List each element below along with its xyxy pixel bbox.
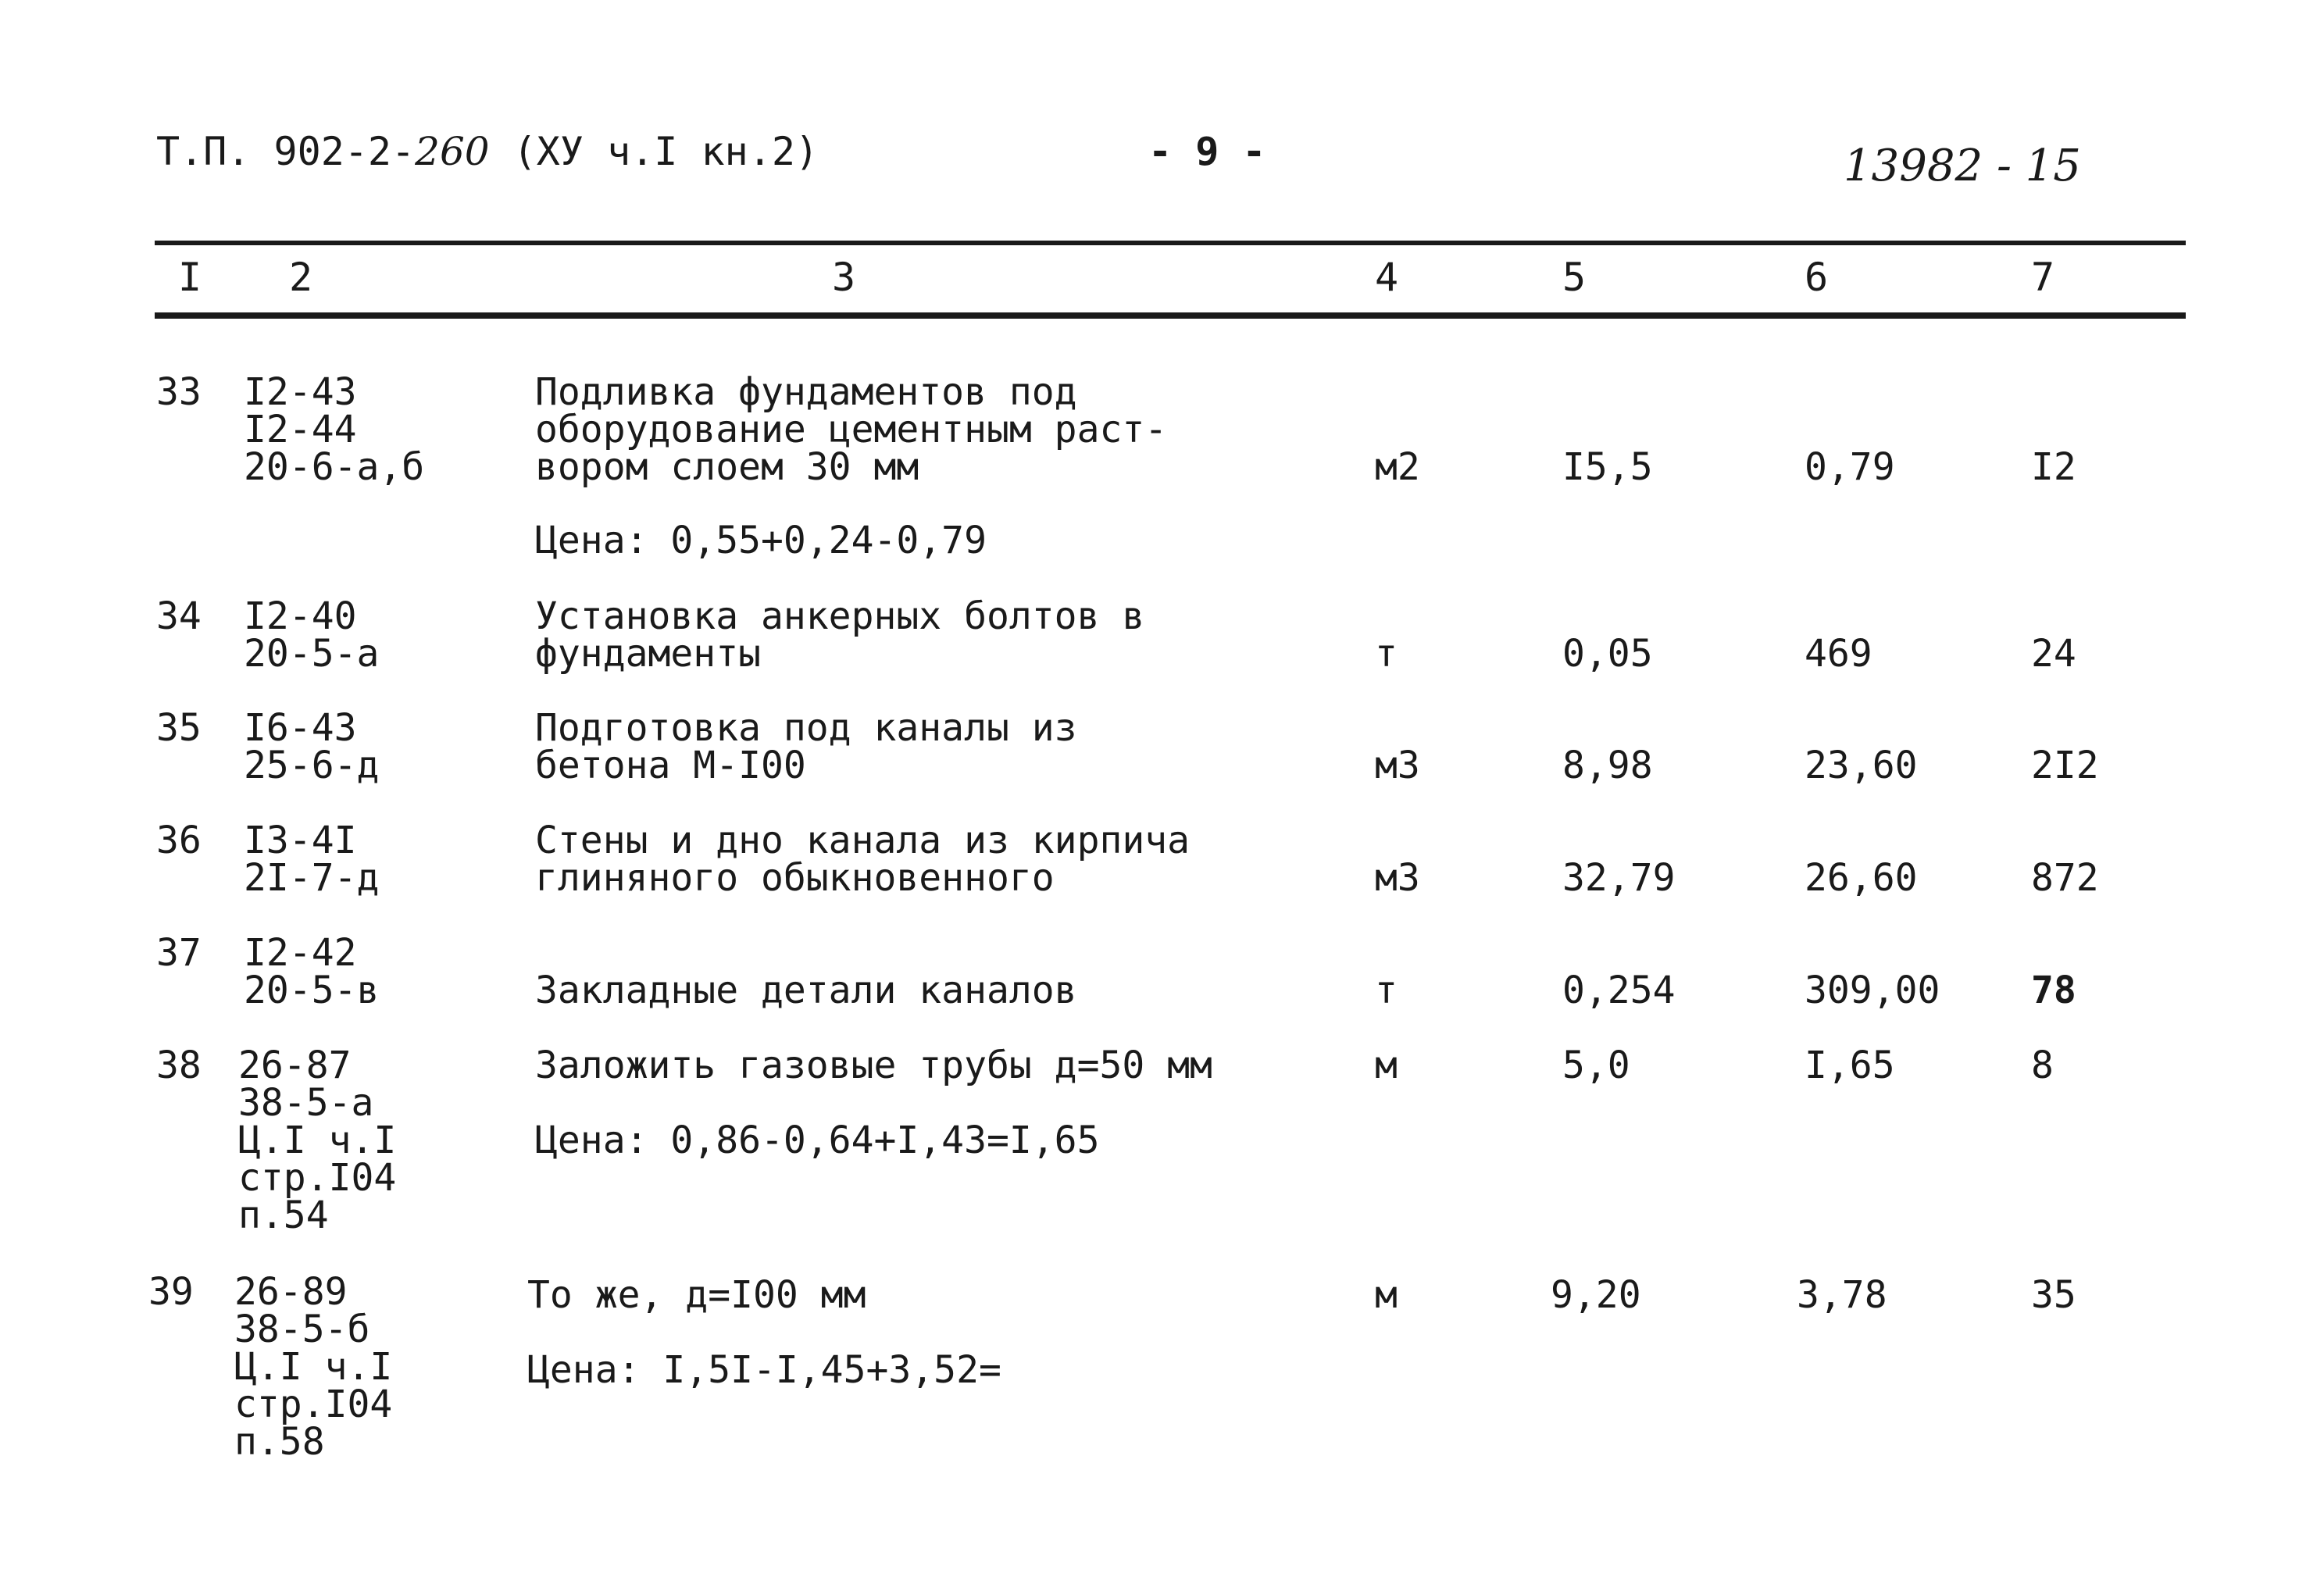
price-note: Цена: I,5I-I,45+3,52= <box>527 1348 1001 1392</box>
row-quantity: 32,79 <box>1562 856 1676 900</box>
code-line: п.58 <box>234 1420 325 1464</box>
row-unit-price: 3,78 <box>1797 1273 1887 1317</box>
row-description <box>535 594 1145 676</box>
row-number: 39 <box>148 1270 194 1314</box>
row-total: 872 <box>2031 856 2099 900</box>
code-line: стр.I04 <box>234 1383 393 1426</box>
row-unit-price: 469 <box>1805 632 1872 676</box>
table-header-bottom-rule <box>155 312 2186 319</box>
row-codes <box>244 706 380 787</box>
row-total: 8 <box>2031 1044 2054 1087</box>
row-unit: т <box>1375 969 1398 1012</box>
code-line: 25-6-д <box>244 744 380 787</box>
col-header-1: I <box>178 255 202 300</box>
code-line: 20-5-а <box>244 632 380 676</box>
row-unit-price: 0,79 <box>1805 445 1895 489</box>
code-line: 26-89 <box>234 1270 348 1314</box>
doc-suffix: (ХУ ч.I кн.2) <box>512 129 819 174</box>
code-line: стр.I04 <box>238 1156 397 1200</box>
row-total: I2 <box>2031 445 2076 489</box>
row-unit: м2 <box>1375 445 1420 489</box>
code-line: I6-43 <box>244 706 357 750</box>
row-number: 35 <box>156 706 202 750</box>
desc-line: глиняного обыкновенного <box>535 856 1055 900</box>
row-number: 38 <box>156 1044 202 1087</box>
row-unit: м <box>1375 1044 1398 1087</box>
code-line: Ц.I ч.I <box>238 1119 397 1162</box>
code-line: 26-87 <box>238 1044 352 1087</box>
row-codes <box>244 931 380 1012</box>
doc-number-handwritten: 260 <box>415 129 490 174</box>
row-quantity: I5,5 <box>1562 445 1653 489</box>
row-quantity: 0,05 <box>1562 632 1653 676</box>
desc-line: вором слоем 30 мм <box>535 445 919 489</box>
row-unit: м <box>1375 1273 1398 1317</box>
desc-line: Подливка фундаментов под <box>535 370 1077 414</box>
row-quantity: 8,98 <box>1562 744 1653 787</box>
row-total: 78 <box>2031 969 2076 1012</box>
row-quantity: 9,20 <box>1551 1273 1641 1317</box>
code-line: 2I-7-д <box>244 856 380 900</box>
row-codes <box>244 594 380 676</box>
archive-code: 13982 - 15 <box>1844 141 2081 191</box>
code-line: п.54 <box>238 1193 329 1237</box>
row-codes <box>238 1044 397 1237</box>
price-note: Цена: 0,86-0,64+I,43=I,65 <box>535 1119 1100 1162</box>
desc-line: оборудование цементным раст- <box>535 408 1168 451</box>
table-top-rule <box>155 241 2186 245</box>
page-number: - 9 - <box>1148 129 1266 174</box>
desc-line: Установка анкерных болтов в <box>535 594 1145 638</box>
col-header-3: 3 <box>832 255 856 300</box>
row-unit: т <box>1375 632 1398 676</box>
row-description: Закладные детали каналов <box>535 969 1077 1012</box>
row-unit: м3 <box>1375 856 1420 900</box>
desc-line: фундаменты <box>535 632 761 676</box>
code-line: Ц.I ч.I <box>234 1345 393 1389</box>
row-number: 33 <box>156 370 202 414</box>
code-line: I2-43 <box>244 370 357 414</box>
row-description <box>535 819 1191 900</box>
desc-line: бетона М-I00 <box>535 744 806 787</box>
row-description <box>535 706 1077 787</box>
row-number: 37 <box>156 931 202 975</box>
row-quantity: 0,254 <box>1562 969 1676 1012</box>
col-header-5: 5 <box>1562 255 1587 300</box>
code-line: I2-44 <box>244 408 357 451</box>
doc-prefix: Т.П. 902-2- <box>156 129 416 174</box>
code-line: I2-42 <box>244 931 357 975</box>
code-line: I3-4I <box>244 819 357 862</box>
row-unit-price: 309,00 <box>1805 969 1940 1012</box>
row-unit-price: 23,60 <box>1805 744 1918 787</box>
code-line: I2-40 <box>244 594 357 638</box>
row-total: 2I2 <box>2031 744 2099 787</box>
row-unit: м3 <box>1375 744 1420 787</box>
row-number: 36 <box>156 819 202 862</box>
row-codes <box>244 819 380 900</box>
col-header-2: 2 <box>289 255 313 300</box>
desc-line: Стены и дно канала из кирпича <box>535 819 1191 862</box>
row-total: 24 <box>2031 632 2076 676</box>
row-codes <box>234 1270 393 1464</box>
row-number: 34 <box>156 594 202 638</box>
row-description: Заложить газовые трубы д=50 мм <box>535 1044 1212 1087</box>
row-description <box>535 370 1168 489</box>
code-line: 20-5-в <box>244 969 380 1012</box>
row-description: То же, д=I00 мм <box>527 1273 866 1317</box>
code-line: 20-6-а,б <box>244 445 425 489</box>
row-unit-price: I,65 <box>1805 1044 1895 1087</box>
row-total: 35 <box>2031 1273 2076 1317</box>
code-line: 38-5-а <box>238 1081 374 1125</box>
desc-line: Подготовка под каналы из <box>535 706 1077 750</box>
code-line: 38-5-б <box>234 1308 370 1351</box>
row-quantity: 5,0 <box>1562 1044 1630 1087</box>
col-header-4: 4 <box>1375 255 1399 300</box>
col-header-6: 6 <box>1805 255 1829 300</box>
col-header-7: 7 <box>2031 255 2055 300</box>
row-unit-price: 26,60 <box>1805 856 1918 900</box>
doc-designation <box>156 129 819 174</box>
row-codes <box>244 370 425 489</box>
price-note: Цена: 0,55+0,24-0,79 <box>535 519 987 562</box>
